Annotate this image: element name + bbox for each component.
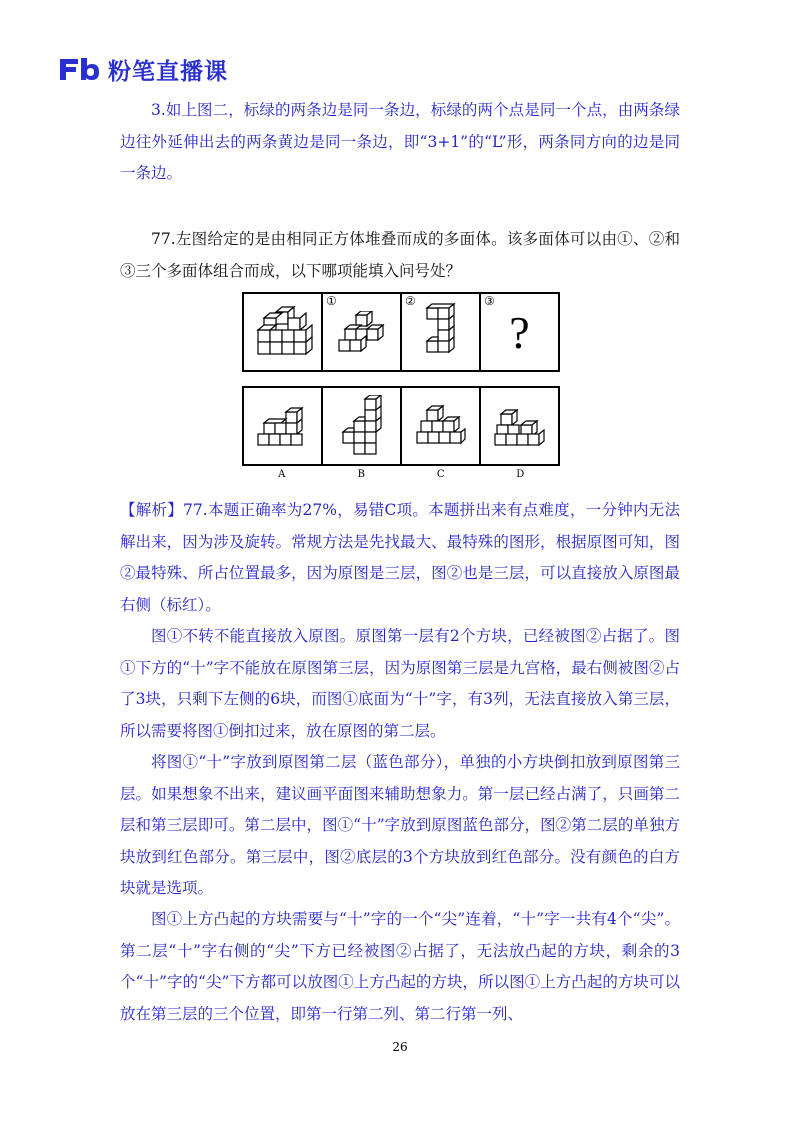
piece-2-cubes-icon	[421, 302, 461, 362]
logo-text: 粉笔直播课	[108, 58, 228, 85]
figure-original-solid	[244, 294, 321, 370]
option-d-label: D	[516, 469, 525, 480]
figure-piece-2	[400, 294, 479, 370]
figure-piece-1	[321, 294, 400, 370]
analysis-paragraph-3: 将图①“十”字放到原图第二层（蓝色部分），单独的小方块倒扣放到原图第三层。如果想象不出来，建议画平面图来辅助想象力。第一层已经占满了，只画第二层和第三层即可。第二层中，图①“十”字放到原图蓝色部分，图②第二层的单独方块放到红色部分。第三层中，图②底层的3个方块放到红色部分。没有颜色的白方块就是选项。	[120, 753, 680, 897]
option-b-figure	[321, 388, 400, 464]
figure-options-row	[242, 386, 560, 466]
page-number: 26	[392, 1040, 408, 1054]
option-a-figure	[244, 388, 321, 464]
option-c-label: C	[436, 469, 445, 480]
analysis-paragraph-1: 【解析】77.本题正确率为27%，易错C项。本题拼出来有点难度，一分钟内无法解出来，因为涉及旋转。常规方法是先找最大、最特殊的图形，根据原图可知，图②最特殊、所占位置最多，因为原图是三层，图②也是三层，可以直接放入原图最右侧（标红）。	[120, 501, 680, 614]
option-d-cubes-icon	[491, 406, 549, 446]
intro-paragraph: 3.如上图二，标绿的两条边是同一条边，标绿的两个点是同一个点，由两条绿边往外延伸出去的两条黄边是同一条边，即“3+1”的“L”形，两条同方向的边是同一条边。	[120, 101, 680, 182]
option-d-figure	[479, 388, 558, 464]
analysis-paragraph-4: 图①上方凸起的方块需要与“十”字的一个“尖”连着，“十”字一共有4个“尖”。第二层“十”字右侧的“尖”下方已经被图②占据了，无法放凸起的方块，剩余的3个“十”字的“尖”下方都可以放图①上方凸起的方块，所以图①上方凸起的方块可以放在第三层的三个位置，即第一行第二列、第二行第一列、	[120, 910, 680, 1023]
piece-3-label: ③	[484, 294, 495, 308]
piece-1-label: ①	[326, 294, 337, 308]
question-figure	[242, 292, 560, 480]
option-b-label: B	[357, 469, 365, 480]
option-a-cubes-icon	[254, 406, 312, 446]
fb-logo-icon	[58, 56, 100, 82]
question-text: 77.左图给定的是由相同正方体堆叠而成的多面体。该多面体可以由①、②和③三个多面体组合而成，以下哪项能填入问号处？	[120, 230, 680, 280]
option-c-cubes-icon	[413, 404, 469, 448]
original-cube-stack-icon	[250, 304, 316, 360]
option-b-cubes-icon	[337, 395, 387, 457]
option-c-figure	[400, 388, 479, 464]
analysis-paragraph-2: 图①不转不能直接放入原图。原图第一层有2个方块，已经被图②占据了。图①下方的“十”字不能放在原图第三层，因为原图第三层是九宫格，最右侧被图②占了3块，只剩下左侧的6块，而图①底面为“十”字，有3列，无法直接放入第三层，所以需要将图①倒扣过来，放在原图的第二层。	[120, 627, 680, 740]
figure-top-row	[242, 292, 560, 372]
piece-1-cubes-icon	[336, 311, 388, 353]
brand-logo	[58, 54, 228, 84]
option-a-label: A	[278, 469, 286, 480]
piece-2-label: ②	[405, 294, 416, 308]
figure-piece-3	[479, 294, 558, 370]
option-letters	[242, 469, 560, 480]
question-mark: ?	[509, 306, 530, 358]
